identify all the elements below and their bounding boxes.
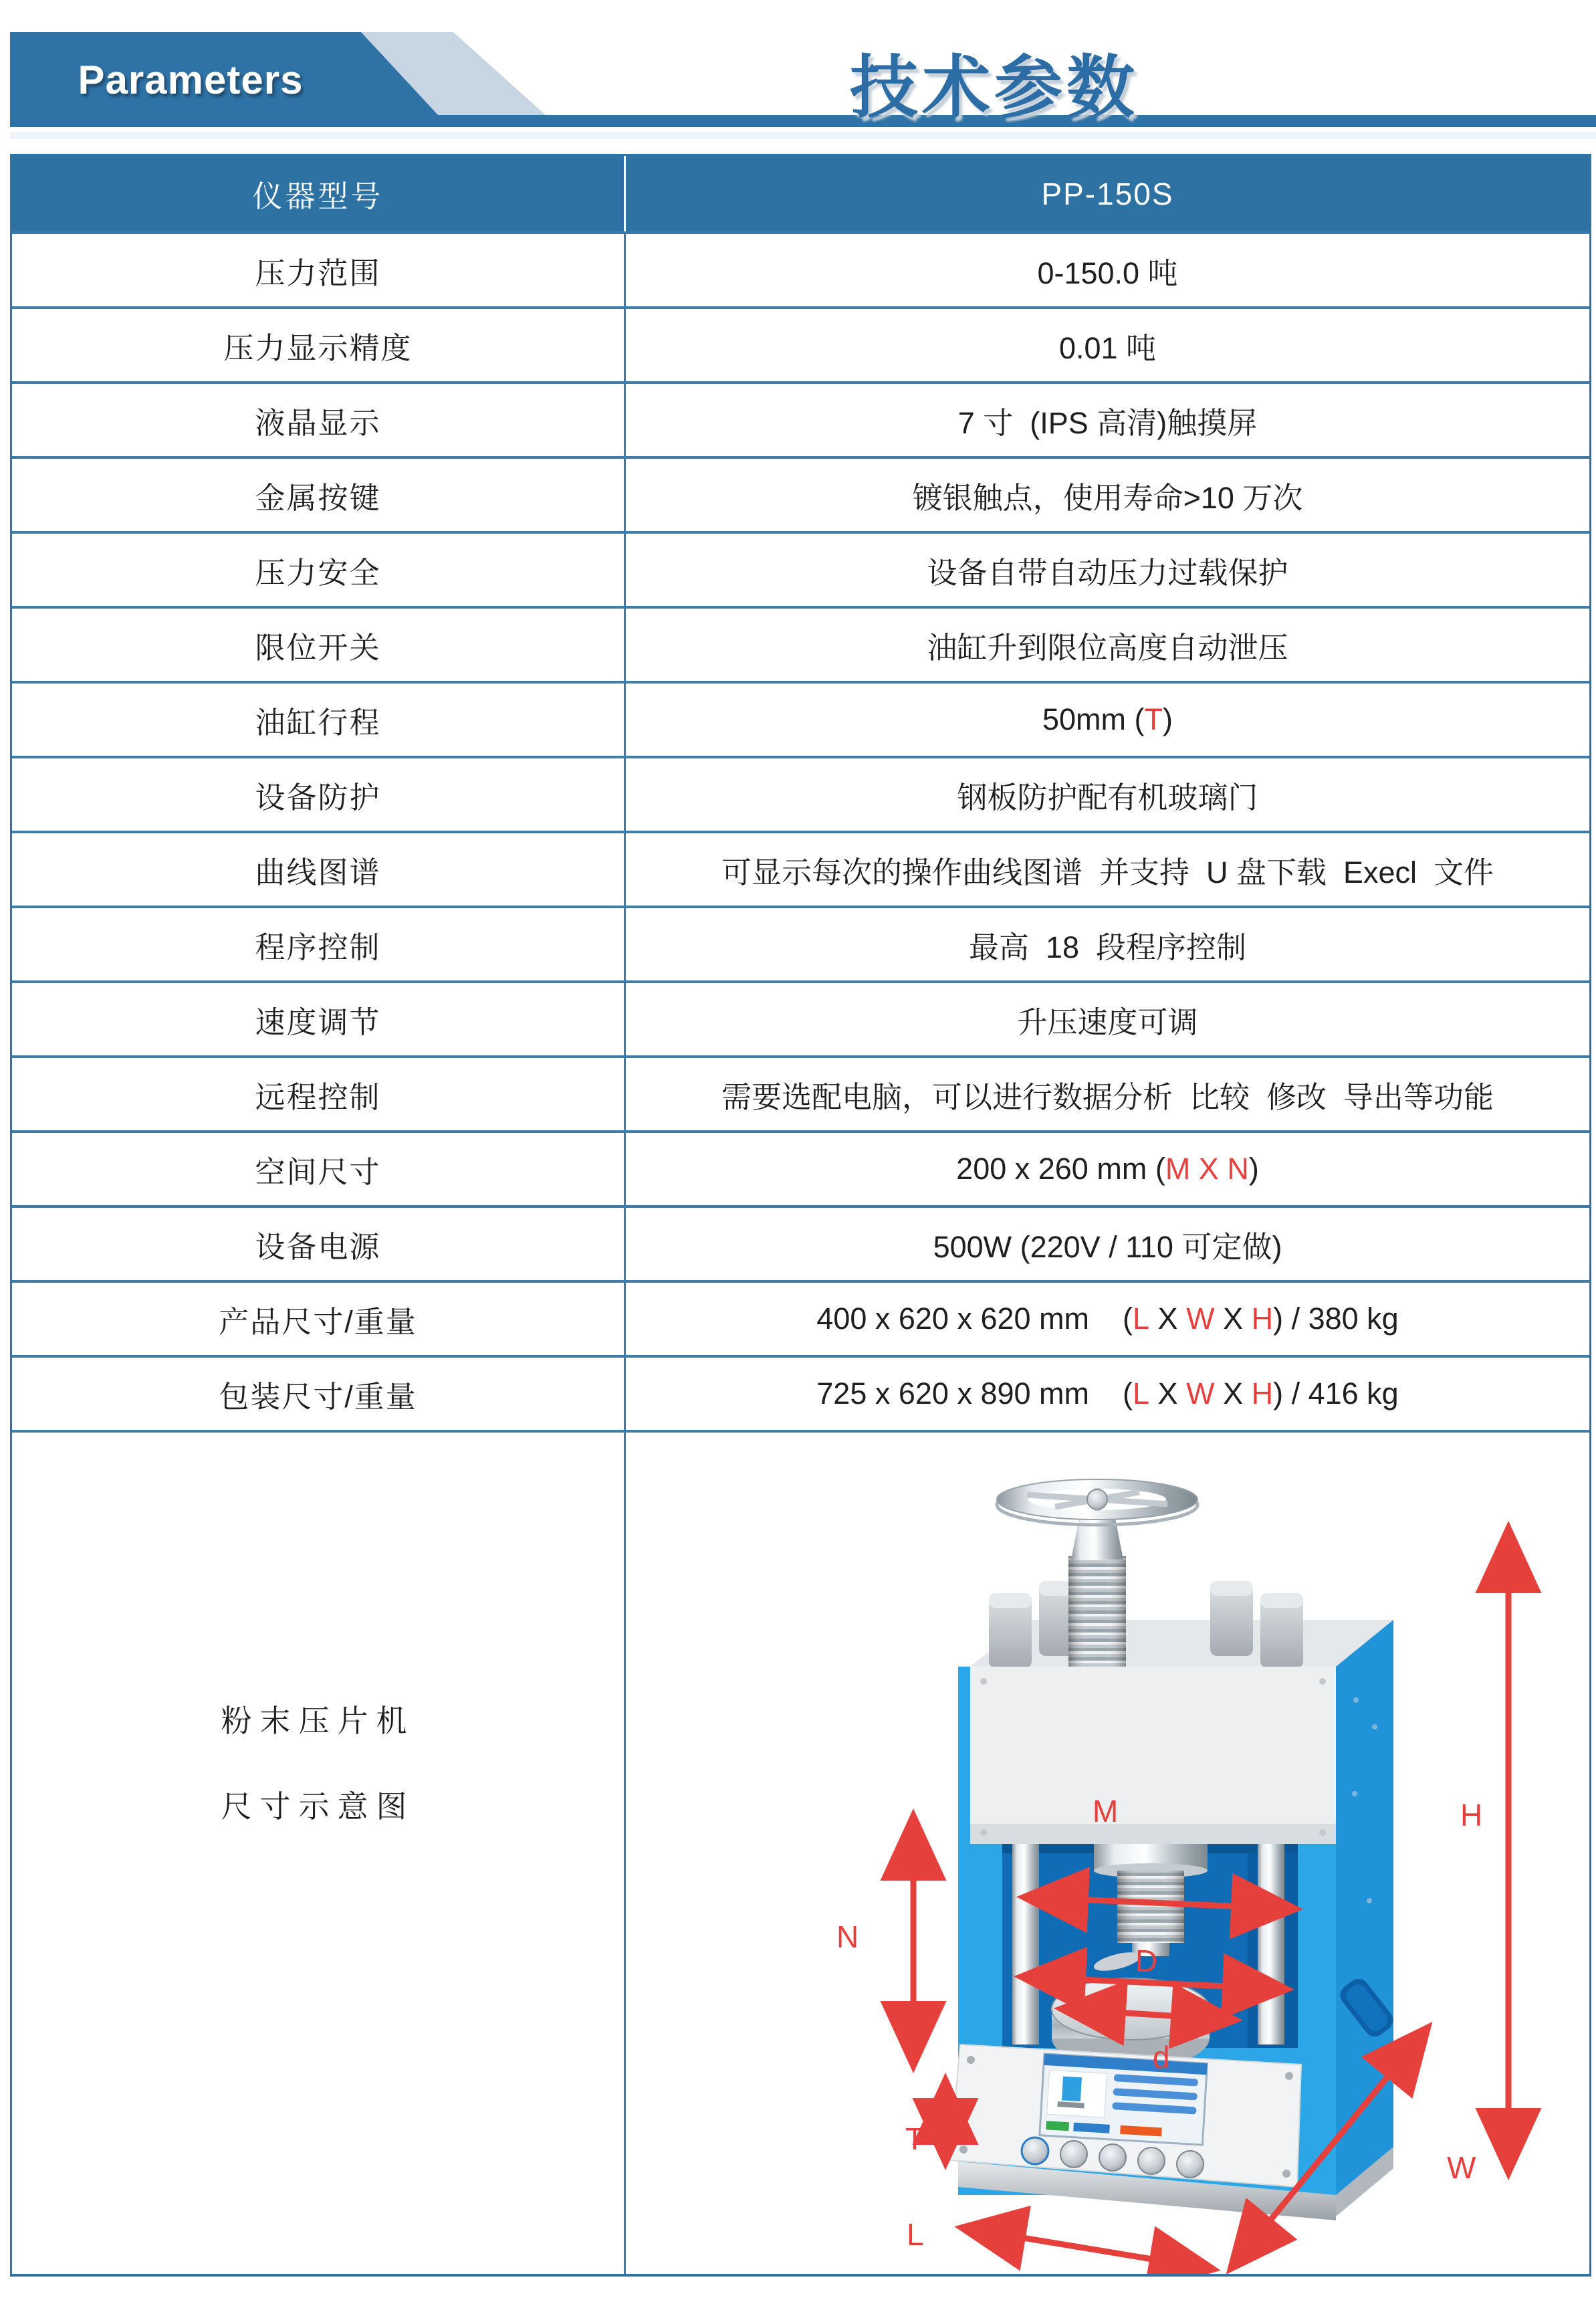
- touchscreen: [1040, 2054, 1208, 2145]
- table-row: [12, 381, 1589, 456]
- machine-top-face: [970, 1620, 1393, 1667]
- param-label: 曲线图谱: [12, 833, 626, 906]
- param-value: 725 x 620 x 890 mm ( L X W X H ) / 416 kg: [816, 1376, 1399, 1410]
- param-value: 0-150.0 吨: [1037, 255, 1178, 290]
- machine-diagram: [626, 1433, 1591, 2274]
- table-row: [12, 681, 1589, 756]
- table-row: [12, 1055, 1589, 1130]
- param-label: 设备防护: [12, 758, 626, 831]
- banner-faint-strip: [10, 132, 1596, 139]
- diagram-row: [12, 1430, 1589, 2274]
- diagram-caption-line1: 粉末压片机: [221, 1703, 415, 1738]
- front-left-edge: [958, 1667, 970, 1844]
- param-label: 油缸行程: [12, 684, 626, 756]
- param-value: 油缸升到限位高度自动泄压: [927, 630, 1288, 665]
- dim-label-t: T: [905, 2121, 925, 2156]
- table-row: [12, 306, 1589, 381]
- machine-photo: [950, 1479, 1397, 2220]
- dim-label-n: N: [836, 1919, 859, 1954]
- table-header-row: [12, 156, 1589, 231]
- param-value: 需要选配电脑，可以进行数据分析 比较 修改 导出等功能: [721, 1079, 1494, 1114]
- param-label: 金属按键: [12, 459, 626, 531]
- table-row: [12, 1205, 1589, 1280]
- param-value: 200 x 260 mm ( M X N ): [956, 1152, 1259, 1186]
- param-value: 400 x 620 x 620 mm ( L X W X H ) / 380 kg: [816, 1301, 1399, 1336]
- arrow-L: [966, 2228, 1209, 2269]
- param-label: 液晶显示: [12, 384, 626, 456]
- table-row: [12, 906, 1589, 980]
- param-value: 7 寸 (IPS 高清)触摸屏: [957, 405, 1258, 440]
- param-value: 镀银触点，使用寿命>10 万次: [912, 480, 1303, 515]
- table-row: [12, 606, 1589, 681]
- table-row: [12, 831, 1589, 906]
- param-label: 产品尺寸/重量: [12, 1283, 626, 1355]
- diagram-caption-line2: 尺寸示意图: [221, 1789, 415, 1824]
- param-label: 设备电源: [12, 1208, 626, 1280]
- param-label: 空间尺寸: [12, 1133, 626, 1205]
- table-row: [12, 1280, 1589, 1355]
- param-value: 可显示每次的操作曲线图谱 并支持 U 盘下载 Execl 文件: [721, 855, 1494, 889]
- handwheel: [997, 1479, 1198, 1560]
- table-row: [12, 1130, 1589, 1205]
- header-label: 仪器型号: [12, 156, 626, 231]
- dim-label-m: M: [1093, 1794, 1119, 1828]
- table-row: [12, 1355, 1589, 1430]
- param-label: 速度调节: [12, 983, 626, 1055]
- param-label: 程序控制: [12, 908, 626, 980]
- param-value: 500W (220V / 110 可定做): [933, 1229, 1282, 1264]
- param-value: 最高 18 段程序控制: [968, 930, 1247, 964]
- param-label: 包装尺寸/重量: [12, 1358, 626, 1430]
- spec-table: [10, 154, 1591, 2277]
- dim-label-D: D: [1135, 1944, 1158, 1978]
- diagram-caption: [12, 1433, 626, 2274]
- page-title: 技术参数: [850, 49, 1139, 126]
- dim-label-w: W: [1447, 2150, 1476, 2185]
- param-label: 压力安全: [12, 534, 626, 606]
- table-row: [12, 980, 1589, 1055]
- param-label: 压力显示精度: [12, 309, 626, 381]
- dim-label-h: H: [1460, 1798, 1483, 1832]
- crossbeam: [970, 1667, 1336, 1844]
- table-row: [12, 531, 1589, 606]
- param-value: 50mm ( T ): [1042, 702, 1173, 736]
- diagram-cell: [626, 1433, 1589, 2274]
- param-value: 设备自带自动压力过载保护: [927, 555, 1288, 590]
- param-value: 升压速度可调: [1017, 1005, 1198, 1039]
- table-row: [12, 456, 1589, 531]
- table-row: [12, 756, 1589, 831]
- header-value: PP-150S: [1041, 176, 1174, 211]
- param-value: 0.01 吨: [1058, 330, 1157, 365]
- param-label: 压力范围: [12, 234, 626, 306]
- param-value: 钢板防护配有机玻璃门: [957, 780, 1258, 815]
- table-row: [12, 231, 1589, 306]
- banner-english-label: Parameters: [78, 57, 304, 102]
- param-label: 远程控制: [12, 1058, 626, 1130]
- press-screw: [1068, 1556, 1126, 1677]
- dim-label-d: d: [1153, 2040, 1170, 2075]
- dim-label-l: L: [907, 2217, 924, 2252]
- param-label: 限位开关: [12, 609, 626, 681]
